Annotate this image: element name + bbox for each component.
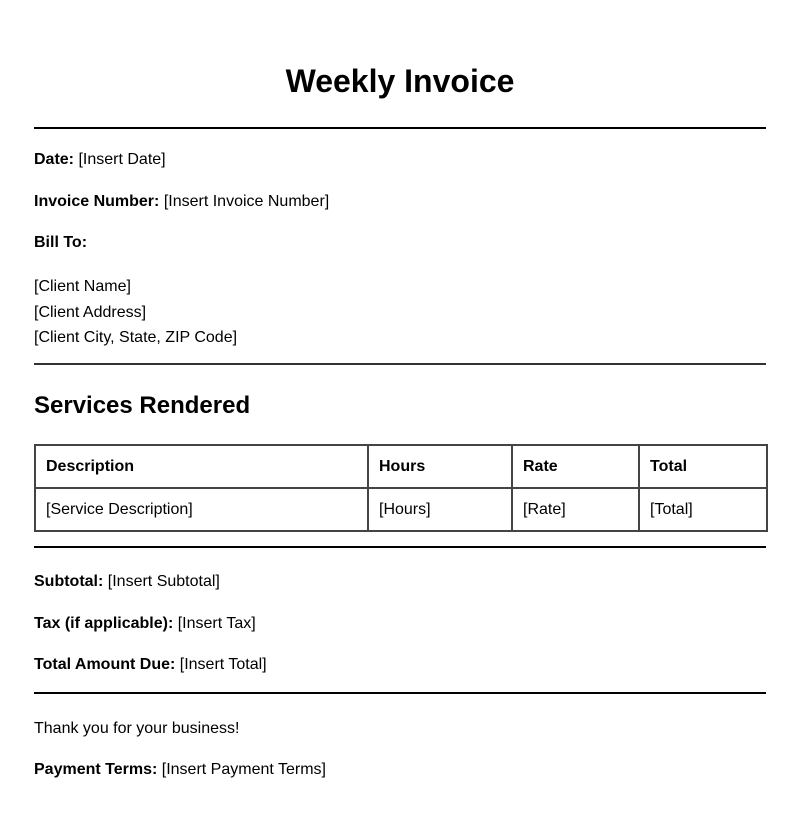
client-address-block (34, 274, 237, 351)
invoice-number-label: Invoice Number: (34, 193, 160, 210)
divider-services (34, 546, 766, 548)
tax-line (34, 614, 256, 634)
column-header-total: Total (639, 445, 767, 488)
table-row (35, 488, 767, 531)
column-header-description: Description (35, 445, 368, 488)
invoice-title: Weekly Invoice (285, 63, 515, 99)
services-table (34, 444, 768, 532)
divider-totals (34, 692, 766, 694)
cell-rate: [Rate] (512, 488, 639, 531)
cell-total: [Total] (639, 488, 767, 531)
date-label: Date: (34, 151, 75, 168)
cell-description: [Service Description] (35, 488, 368, 531)
subtotal-label: Subtotal: (34, 573, 104, 590)
invoice-number-line (34, 192, 329, 212)
client-city-state-zip: [Client City, State, ZIP Code] (34, 329, 238, 346)
total-due-line (34, 655, 267, 675)
date-value: [Insert Date] (78, 151, 166, 168)
services-heading: Services Rendered (34, 392, 251, 419)
total-due-value: [Insert Total] (179, 656, 267, 673)
invoice-number-value: [Insert Invoice Number] (163, 193, 330, 210)
divider-top (34, 127, 766, 129)
thank-you-text: Thank you for your business! (34, 720, 240, 737)
column-header-rate: Rate (512, 445, 639, 488)
client-name: [Client Name] (34, 278, 131, 295)
client-address: [Client Address] (34, 303, 147, 321)
payment-terms-value: [Insert Payment Terms] (161, 761, 326, 778)
payment-terms-line (34, 760, 326, 780)
cell-hours: [Hours] (368, 488, 512, 531)
table-header-row (35, 445, 767, 488)
date-line (34, 150, 166, 170)
payment-terms-label: Payment Terms: (34, 761, 158, 778)
subtotal-line (34, 572, 220, 592)
tax-value: [Insert Tax] (177, 615, 256, 632)
bill-to-label: Bill To: (34, 234, 88, 251)
bill-to-line (34, 233, 87, 253)
column-header-hours: Hours (368, 445, 512, 488)
subtotal-value: [Insert Subtotal] (107, 573, 220, 590)
total-due-label: Total Amount Due: (34, 656, 176, 673)
divider-client (34, 363, 766, 365)
tax-label: Tax (if applicable): (34, 615, 174, 632)
